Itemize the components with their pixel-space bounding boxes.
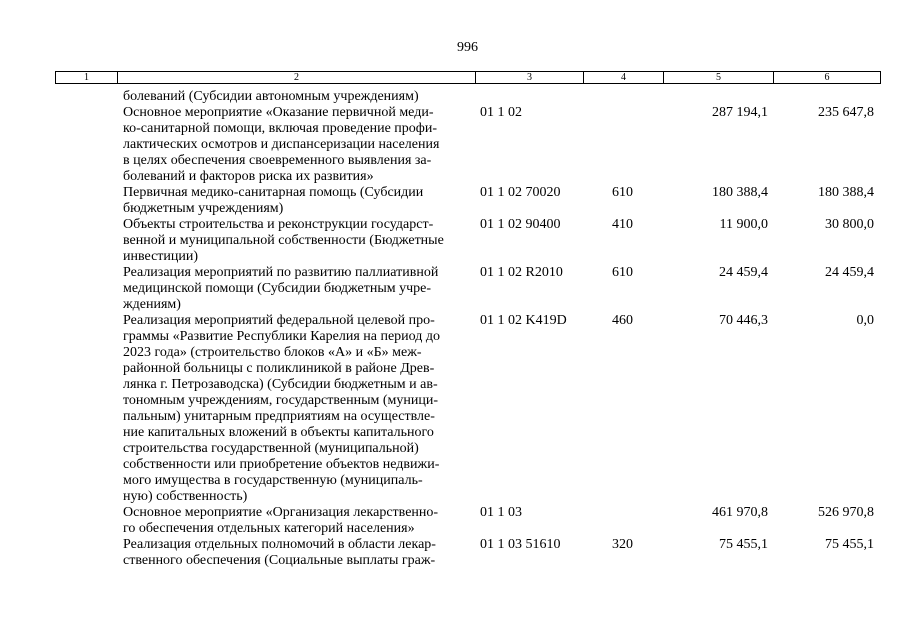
row-amount-2: 24 459,4: [825, 265, 874, 280]
row-amount-2: 235 647,8: [818, 105, 874, 120]
row-code: 01 1 03: [480, 505, 522, 520]
row-amount-2: 75 455,1: [825, 537, 874, 552]
row-expense-type: 610: [612, 265, 633, 280]
row-code: 01 1 02: [480, 105, 522, 120]
row-expense-type: 320: [612, 537, 633, 552]
table-row: [0, 505, 905, 537]
table-row: [0, 185, 905, 217]
row-amount-1: 75 455,1: [719, 537, 768, 552]
row-description: Объекты строительства и реконструкции государст- венной и муниципальной собственности (Бюджетные инвестиции): [123, 217, 444, 264]
table-row: [0, 265, 905, 313]
row-amount-2: 0,0: [856, 313, 874, 328]
row-amount-2: 526 970,8: [818, 505, 874, 520]
column-header-6: 6: [824, 72, 830, 83]
row-amount-2: 30 800,0: [825, 217, 874, 232]
row-amount-1: 461 970,8: [712, 505, 768, 520]
row-amount-1: 287 194,1: [712, 105, 768, 120]
row-amount-1: 70 446,3: [719, 313, 768, 328]
row-expense-type: 610: [612, 185, 633, 200]
row-code: 01 1 03 51610: [480, 537, 561, 552]
row-expense-type: 460: [612, 313, 633, 328]
column-header-3: 3: [476, 72, 584, 83]
row-description: Реализация мероприятий по развитию паллиативной медицинской помощи (Субсидии бюджетным учре- ждениям): [123, 265, 439, 312]
row-description: болеваний (Субсидии автономным учреждениям): [123, 89, 419, 104]
column-header-row: [55, 71, 881, 84]
row-description: Основное мероприятие «Оказание первичной меди- ко-санитарной помощи, включая проведение профи- лактических осмотров и диспансеризации населения в целях обеспечения своевременного выявления за- болеваний и факторов риска их развития»: [123, 105, 440, 184]
table-body: [0, 89, 905, 569]
row-description: Основное мероприятие «Организация лекарственно- го обеспечения отдельных категорий населения»: [123, 505, 439, 536]
column-header-4: 4: [584, 72, 664, 83]
row-description: Первичная медико-санитарная помощь (Субсидии бюджетным учреждениям): [123, 185, 424, 216]
column-header-1: 1: [56, 72, 118, 83]
row-amount-1: 180 388,4: [712, 185, 768, 200]
row-amount-1: 24 459,4: [719, 265, 768, 280]
table-row: [0, 217, 905, 265]
row-code: 01 1 02 R2010: [480, 265, 563, 280]
column-header-2: 2: [118, 72, 476, 83]
row-amount-2: 180 388,4: [818, 185, 874, 200]
table-row: [0, 537, 905, 569]
row-code: 01 1 02 90400: [480, 217, 561, 232]
table-row: [0, 105, 905, 185]
table-row: [0, 89, 905, 105]
row-code: 01 1 02 70020: [480, 185, 561, 200]
row-description: Реализация отдельных полномочий в области лекар- ственного обеспечения (Социальные выплаты граж-: [123, 537, 436, 568]
column-header-5: 5: [664, 72, 774, 83]
page-number: 996: [457, 40, 478, 55]
row-code: 01 1 02 K419D: [480, 313, 567, 328]
table-row: [0, 313, 905, 505]
row-expense-type: 410: [612, 217, 633, 232]
row-description: Реализация мероприятий федеральной целевой про- граммы «Развитие Республики Карелия на период до 2023 года» (строительство блоков «А» и «Б» меж- районной больницы с поликлиникой в районе Древ- лянка г. Петрозаводска) (Субсидии бюджетным и ав- тономным учреждениям, государственным (муници- пальным) унитарным предприятиям на осуществле- ние капитальных вложений в объекты капитального строительства государственной (муниципальной) собственности или приобретение объектов недвижи- мого имущества в государственную (муниципаль- ную) собственность): [123, 313, 441, 504]
row-amount-1: 11 900,0: [719, 217, 768, 232]
